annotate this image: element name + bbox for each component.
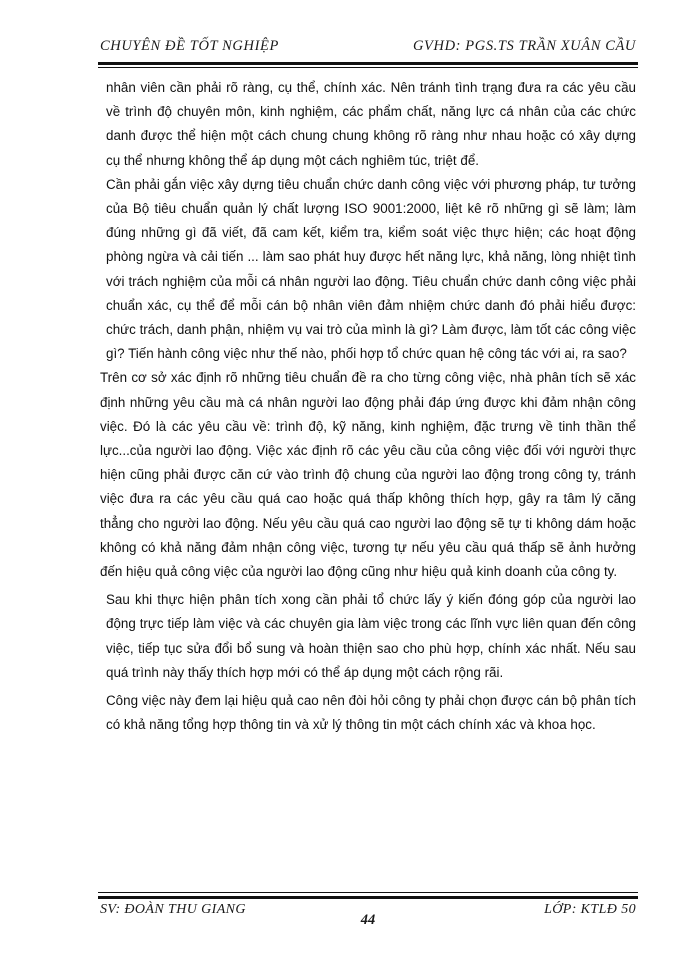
- header-rule-thin: [98, 67, 638, 68]
- header-title: CHUYÊN ĐỀ TỐT NGHIỆP: [100, 38, 279, 54]
- paragraph-feedback: Sau khi thực hiện phân tích xong cần phải tổ chức lấy ý kiến đóng góp của người lao động trực tiếp làm việc và các chuyên gia làm việc trong các lĩnh vực liên quan đến công việc, tiếp tục sửa đổi bổ sung và hoàn thiện sao cho phù hợp, chính xác nhất. Nếu sau quá trình này thấy thích hợp mới có thể áp dụng một cách rộng rãi.: [106, 592, 636, 680]
- page-header: [100, 38, 636, 60]
- page-footer: [100, 902, 636, 928]
- paragraph-requirements-clarity: nhân viên cần phải rõ ràng, cụ thể, chính xác. Nên tránh tình trạng đưa ra các yêu cầu về trình độ chuyên môn, kinh nghiệm, các phẩm chất, năng lực cá nhân của các chức danh được thể hiện một cách chung chung không rõ ràng như nhau hoặc có xây dựng cụ thể nhưng không thể áp dụng một cách nghiêm túc, triệt để.: [106, 80, 636, 168]
- footer-class: LỚP: KTLĐ 50: [544, 902, 636, 917]
- paragraph-analyst-selection: Công việc này đem lại hiệu quả cao nên đòi hỏi công ty phải chọn được cán bộ phân tích có khả năng tổng hợp thông tin và xử lý thông tin một cách chính xác và khoa học.: [106, 693, 636, 733]
- paragraph-employee-requirements: Trên cơ sở xác định rõ những tiêu chuẩn đề ra cho từng công việc, nhà phân tích sẽ xác định những yêu cầu mà cá nhân người lao động phải đáp ứng được khi đảm nhận công việc. Đó là các yêu cầu về: trình độ, kỹ năng, kinh nghiệm, đặc trưng về tinh thần thể lực...của người lao động. Việc xác định rõ các yêu cầu của công việc đối với người thực hiện cũng phải được căn cứ vào trình độ chung của người lao động trong công ty, tránh việc đưa ra các yêu cầu quá cao hoặc quá thấp không thích hợp, gây ra tâm lý căng thẳng cho người lao động. Nếu yêu cầu quá cao người lao động sẽ tự ti không dám hoặc không có khả năng đảm nhận công việc, tương tự nếu yêu cầu quá thấp sẽ ảnh hưởng đến hiệu quả công việc của người lao động cũng như hiệu quả kinh doanh của công ty.: [100, 370, 636, 580]
- page-number: 44: [360, 912, 376, 928]
- body-text: [100, 76, 636, 737]
- footer-rule-thin: [98, 892, 638, 893]
- footer-rule-thick: [98, 896, 638, 899]
- paragraph-iso-standard: Cần phải gắn việc xây dựng tiêu chuẩn chức danh công việc với phương pháp, tư tưởng của Bộ tiêu chuẩn quản lý chất lượng ISO 9001:2000, liệt kê rõ những gì sẽ làm; làm đúng những gì đã viết, đã cam kết, kiểm tra, kiểm soát việc thực hiện; các hoạt động phòng ngừa và cải tiến ... làm sao phát huy được hết năng lực, khả năng, lòng nhiệt tình với trách nghiệm của mỗi cá nhân người lao động. Tiêu chuẩn chức danh công việc phải chuẩn xác, cụ thể để mỗi cán bộ nhân viên đảm nhiệm chức danh đó phải hiểu được: chức trách, danh phận, nhiệm vụ vai trò của mình là gì? Làm được, làm tốt các công việc gì? Tiến hành công việc như thế nào, phối hợp tổ chức quan hệ công tác với ai, ra sao?: [106, 176, 636, 362]
- header-advisor: GVHD: PGS.TS TRẦN XUÂN CẦU: [412, 38, 636, 54]
- footer-student: SV: ĐOÀN THU GIANG: [100, 902, 246, 917]
- header-rule-thick: [98, 62, 638, 65]
